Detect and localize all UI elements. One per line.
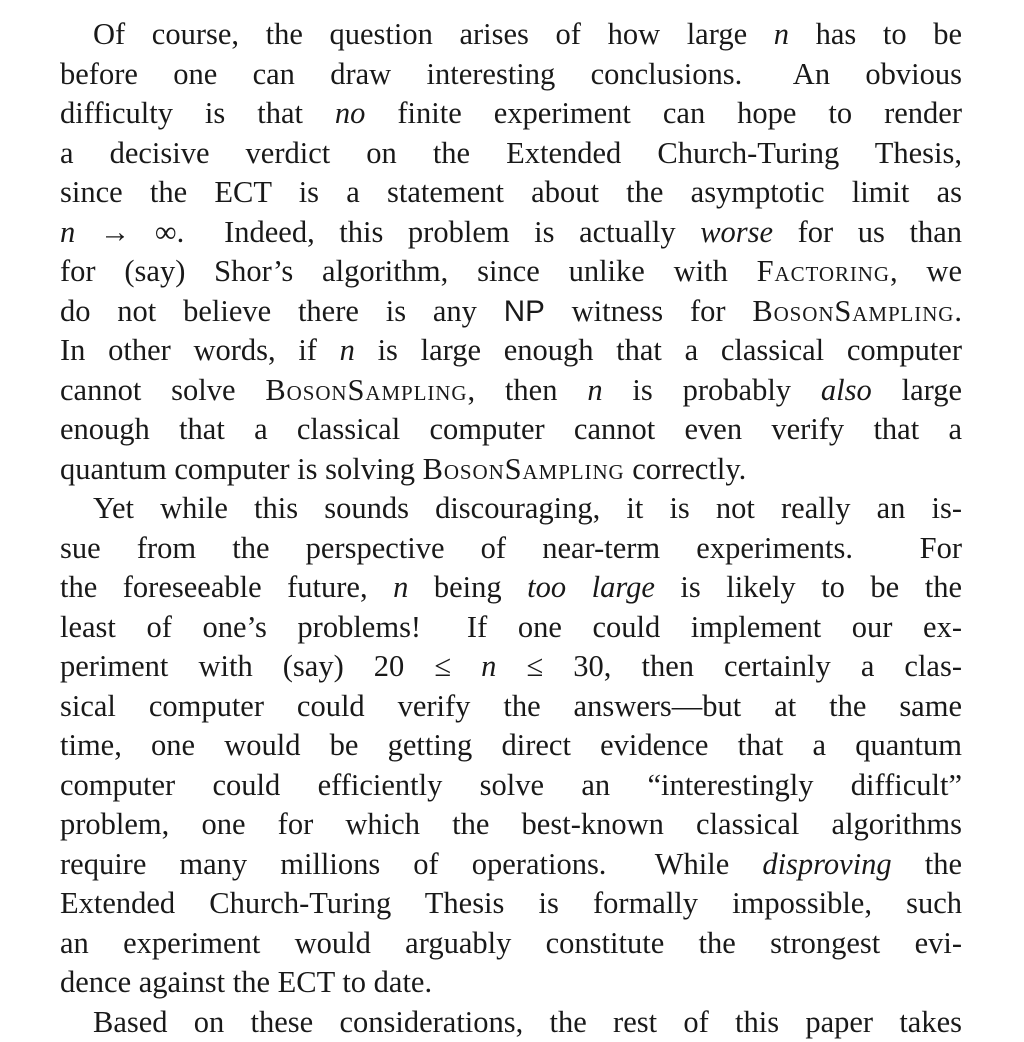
italic-text: n [393,570,408,604]
text-line [60,845,962,885]
text-line [60,450,962,490]
paragraph-truncated [60,1003,962,1042]
text-line [60,647,962,687]
text-run: correctly. [625,452,747,486]
text-line [60,766,962,806]
text-line [60,410,962,450]
text-run: periment with (say) 20 ≤ [60,649,481,683]
text-run: time, one would be getting direct evidence that a quantum [60,728,962,762]
text-line [60,213,962,253]
text-run: ≤ 30, then certainly a clas- [496,649,962,683]
text-line [60,726,962,766]
paragraph [60,489,962,1003]
text-run: the foreseeable future, [60,570,393,604]
text-line [60,134,962,174]
smallcaps-text: BosonSampling [265,373,467,407]
italic-text: also [821,373,872,407]
text-run: witness for [545,294,753,328]
italic-text: n [587,373,602,407]
text-run: → ∞. Indeed, this problem is actually [75,215,700,249]
text-run: do not believe there is any [60,294,504,328]
text-line [60,687,962,727]
text-run: require many millions of operations. While [60,847,762,881]
italic-text: worse [700,215,773,249]
italic-text: n [60,215,75,249]
text-run: being [408,570,527,604]
text-run: sue from the perspective of near-term experiments. For [60,531,962,565]
text-run: sical computer could verify the answers—but at the same [60,689,962,723]
text-run: since the ECT is a statement about the asymptotic limit as [60,175,962,209]
page-text [60,15,962,1042]
text-line [60,805,962,845]
text-line [60,331,962,371]
text-run: before one can draw interesting conclusions. An obvious [60,57,962,91]
text-run: finite experiment can hope to render [365,96,962,130]
text-run: cannot solve [60,373,265,407]
text-line [60,529,962,569]
smallcaps-text: Factoring [757,254,890,288]
text-run: an experiment would arguably constitute the strongest evi- [60,926,962,960]
text-line [60,55,962,95]
text-run: dence against the ECT to date. [60,965,432,999]
text-run: computer could efficiently solve an “interestingly difficult” [60,768,962,802]
text-line [60,173,962,213]
italic-text: too large [527,570,655,604]
smallcaps-text: BosonSampling [423,452,625,486]
text-line [60,884,962,924]
italic-text: n [481,649,496,683]
text-line [60,371,962,411]
text-line [60,252,962,292]
text-line [60,94,962,134]
text-run: difficulty is that [60,96,335,130]
text-line [60,963,962,1003]
sans-complexity-class: NP [504,295,545,328]
text-run: the [892,847,962,881]
text-run: is large enough that a classical computer [355,333,962,367]
text-run: for us than [773,215,962,249]
text-line [60,608,962,648]
paragraph [60,15,962,489]
text-run: large [872,373,962,407]
text-line [60,15,962,55]
text-line [60,568,962,608]
text-run: , we [890,254,962,288]
text-run: Extended Church-Turing Thesis is formally impossible, such [60,886,962,920]
text-run: Of course, the question arises of how large [93,17,774,51]
text-run: a decisive verdict on the Extended Church-Turing Thesis, [60,136,962,170]
text-run: Based on these considerations, the rest of this paper takes [93,1005,962,1039]
italic-text: n [774,17,789,51]
italic-text: no [335,96,366,130]
text-line [60,489,962,529]
text-line [60,1003,962,1042]
italic-text: disproving [762,847,891,881]
text-run: , then [467,373,587,407]
text-run: is likely to be the [655,570,962,604]
text-line [60,292,962,332]
text-run: . [954,294,962,328]
smallcaps-text: BosonSampling [752,294,954,328]
text-run: has to be [789,17,962,51]
text-run: enough that a classical computer cannot even verify that a [60,412,962,446]
text-run: is probably [603,373,821,407]
text-run: problem, one for which the best-known classical algorithms [60,807,962,841]
italic-text: n [340,333,355,367]
text-run: least of one’s problems! If one could implement our ex- [60,610,962,644]
text-run: Yet while this sounds discouraging, it is not really an is- [93,491,962,525]
text-line [60,924,962,964]
text-run: In other words, if [60,333,340,367]
text-run: for (say) Shor’s algorithm, since unlike with [60,254,757,288]
text-run: quantum computer is solving [60,452,423,486]
